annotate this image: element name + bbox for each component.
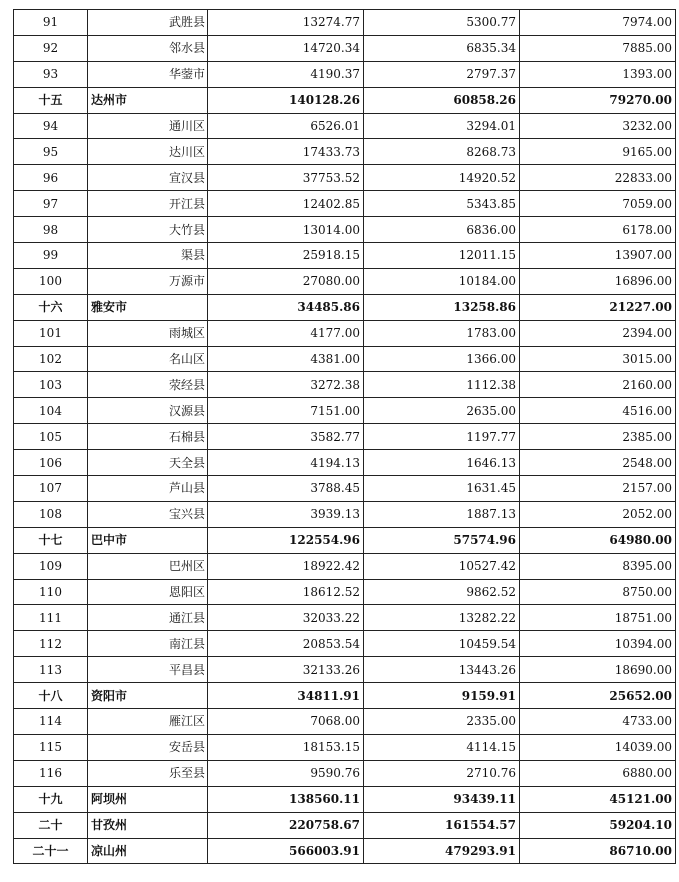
total-value: 140128.26 xyxy=(208,87,364,113)
total-value: 34811.91 xyxy=(208,683,364,709)
table-row xyxy=(14,165,676,191)
region-name: 平昌县 xyxy=(88,657,208,683)
column-b-value: 3232.00 xyxy=(520,113,676,139)
subtotal-row xyxy=(14,683,676,709)
row-number: 二十 xyxy=(14,812,88,838)
table-row xyxy=(14,243,676,269)
table-body xyxy=(14,10,676,864)
region-name: 石棉县 xyxy=(88,424,208,450)
total-value: 3788.45 xyxy=(208,476,364,502)
column-a-value: 4114.15 xyxy=(364,734,520,760)
row-number: 93 xyxy=(14,61,88,87)
region-name: 雁江区 xyxy=(88,709,208,735)
table-row xyxy=(14,553,676,579)
column-a-value: 13258.86 xyxy=(364,294,520,320)
subtotal-row xyxy=(14,786,676,812)
row-number: 十五 xyxy=(14,87,88,113)
column-a-value: 8268.73 xyxy=(364,139,520,165)
column-a-value: 1366.00 xyxy=(364,346,520,372)
table-row xyxy=(14,657,676,683)
table-row xyxy=(14,709,676,735)
region-name: 阿坝州 xyxy=(88,786,208,812)
total-value: 12402.85 xyxy=(208,191,364,217)
column-b-value: 6178.00 xyxy=(520,217,676,243)
table-row xyxy=(14,501,676,527)
row-number: 109 xyxy=(14,553,88,579)
total-value: 4190.37 xyxy=(208,61,364,87)
column-b-value: 2157.00 xyxy=(520,476,676,502)
total-value: 18153.15 xyxy=(208,734,364,760)
row-number: 十六 xyxy=(14,294,88,320)
table-row xyxy=(14,579,676,605)
row-number: 113 xyxy=(14,657,88,683)
region-name: 大竹县 xyxy=(88,217,208,243)
row-number: 114 xyxy=(14,709,88,735)
column-a-value: 60858.26 xyxy=(364,87,520,113)
total-value: 14720.34 xyxy=(208,35,364,61)
column-a-value: 3294.01 xyxy=(364,113,520,139)
column-a-value: 93439.11 xyxy=(364,786,520,812)
table-row xyxy=(14,191,676,217)
column-b-value: 45121.00 xyxy=(520,786,676,812)
total-value: 7068.00 xyxy=(208,709,364,735)
column-a-value: 2710.76 xyxy=(364,760,520,786)
total-value: 13014.00 xyxy=(208,217,364,243)
total-value: 122554.96 xyxy=(208,527,364,553)
region-name: 华蓥市 xyxy=(88,61,208,87)
column-a-value: 1646.13 xyxy=(364,450,520,476)
table-row xyxy=(14,760,676,786)
row-number: 95 xyxy=(14,139,88,165)
total-value: 25918.15 xyxy=(208,243,364,269)
column-b-value: 13907.00 xyxy=(520,243,676,269)
column-b-value: 10394.00 xyxy=(520,631,676,657)
table-row xyxy=(14,734,676,760)
total-value: 3272.38 xyxy=(208,372,364,398)
table-row xyxy=(14,61,676,87)
total-value: 7151.00 xyxy=(208,398,364,424)
row-number: 103 xyxy=(14,372,88,398)
column-b-value: 7974.00 xyxy=(520,10,676,36)
column-a-value: 9862.52 xyxy=(364,579,520,605)
row-number: 111 xyxy=(14,605,88,631)
subtotal-row xyxy=(14,527,676,553)
region-name: 恩阳区 xyxy=(88,579,208,605)
region-name: 芦山县 xyxy=(88,476,208,502)
region-name: 渠县 xyxy=(88,243,208,269)
column-a-value: 9159.91 xyxy=(364,683,520,709)
table-row xyxy=(14,476,676,502)
table-row xyxy=(14,631,676,657)
row-number: 110 xyxy=(14,579,88,605)
row-number: 108 xyxy=(14,501,88,527)
region-name: 安岳县 xyxy=(88,734,208,760)
region-name: 巴中市 xyxy=(88,527,208,553)
total-value: 32033.22 xyxy=(208,605,364,631)
column-b-value: 6880.00 xyxy=(520,760,676,786)
row-number: 97 xyxy=(14,191,88,217)
region-name: 雨城区 xyxy=(88,320,208,346)
total-value: 37753.52 xyxy=(208,165,364,191)
total-value: 566003.91 xyxy=(208,838,364,864)
total-value: 4177.00 xyxy=(208,320,364,346)
table-row xyxy=(14,320,676,346)
subtotal-row xyxy=(14,812,676,838)
region-name: 天全县 xyxy=(88,450,208,476)
column-a-value: 14920.52 xyxy=(364,165,520,191)
column-b-value: 1393.00 xyxy=(520,61,676,87)
total-value: 4381.00 xyxy=(208,346,364,372)
column-b-value: 2548.00 xyxy=(520,450,676,476)
total-value: 9590.76 xyxy=(208,760,364,786)
region-name: 汉源县 xyxy=(88,398,208,424)
total-value: 34485.86 xyxy=(208,294,364,320)
column-b-value: 2052.00 xyxy=(520,501,676,527)
row-number: 100 xyxy=(14,268,88,294)
region-name: 通川区 xyxy=(88,113,208,139)
total-value: 6526.01 xyxy=(208,113,364,139)
row-number: 107 xyxy=(14,476,88,502)
row-number: 94 xyxy=(14,113,88,139)
region-name: 甘孜州 xyxy=(88,812,208,838)
allocation-table xyxy=(13,9,676,864)
column-b-value: 22833.00 xyxy=(520,165,676,191)
column-b-value: 59204.10 xyxy=(520,812,676,838)
column-a-value: 161554.57 xyxy=(364,812,520,838)
region-name: 通江县 xyxy=(88,605,208,631)
region-name: 荥经县 xyxy=(88,372,208,398)
column-a-value: 1631.45 xyxy=(364,476,520,502)
total-value: 4194.13 xyxy=(208,450,364,476)
column-a-value: 1887.13 xyxy=(364,501,520,527)
column-a-value: 12011.15 xyxy=(364,243,520,269)
table-row xyxy=(14,605,676,631)
total-value: 18922.42 xyxy=(208,553,364,579)
row-number: 二十一 xyxy=(14,838,88,864)
column-a-value: 1197.77 xyxy=(364,424,520,450)
total-value: 32133.26 xyxy=(208,657,364,683)
table-row xyxy=(14,35,676,61)
region-name: 乐至县 xyxy=(88,760,208,786)
column-b-value: 79270.00 xyxy=(520,87,676,113)
column-a-value: 10184.00 xyxy=(364,268,520,294)
column-b-value: 4733.00 xyxy=(520,709,676,735)
region-name: 宣汉县 xyxy=(88,165,208,191)
region-name: 凉山州 xyxy=(88,838,208,864)
column-b-value: 7885.00 xyxy=(520,35,676,61)
column-a-value: 2635.00 xyxy=(364,398,520,424)
row-number: 116 xyxy=(14,760,88,786)
column-b-value: 3015.00 xyxy=(520,346,676,372)
total-value: 13274.77 xyxy=(208,10,364,36)
total-value: 3582.77 xyxy=(208,424,364,450)
row-number: 十九 xyxy=(14,786,88,812)
row-number: 104 xyxy=(14,398,88,424)
column-b-value: 14039.00 xyxy=(520,734,676,760)
subtotal-row xyxy=(14,87,676,113)
row-number: 十七 xyxy=(14,527,88,553)
subtotal-row xyxy=(14,294,676,320)
column-b-value: 4516.00 xyxy=(520,398,676,424)
region-name: 雅安市 xyxy=(88,294,208,320)
column-a-value: 10527.42 xyxy=(364,553,520,579)
column-b-value: 9165.00 xyxy=(520,139,676,165)
row-number: 105 xyxy=(14,424,88,450)
region-name: 宝兴县 xyxy=(88,501,208,527)
column-b-value: 18690.00 xyxy=(520,657,676,683)
table-row xyxy=(14,268,676,294)
row-number: 99 xyxy=(14,243,88,269)
column-a-value: 13443.26 xyxy=(364,657,520,683)
row-number: 102 xyxy=(14,346,88,372)
row-number: 98 xyxy=(14,217,88,243)
column-a-value: 10459.54 xyxy=(364,631,520,657)
region-name: 资阳市 xyxy=(88,683,208,709)
region-name: 开江县 xyxy=(88,191,208,217)
row-number: 十八 xyxy=(14,683,88,709)
table-row xyxy=(14,139,676,165)
row-number: 96 xyxy=(14,165,88,191)
column-b-value: 2394.00 xyxy=(520,320,676,346)
row-number: 92 xyxy=(14,35,88,61)
total-value: 17433.73 xyxy=(208,139,364,165)
column-a-value: 13282.22 xyxy=(364,605,520,631)
region-name: 巴州区 xyxy=(88,553,208,579)
row-number: 106 xyxy=(14,450,88,476)
column-a-value: 6836.00 xyxy=(364,217,520,243)
region-name: 达州市 xyxy=(88,87,208,113)
region-name: 邻水县 xyxy=(88,35,208,61)
column-a-value: 2797.37 xyxy=(364,61,520,87)
table-row xyxy=(14,372,676,398)
column-b-value: 2385.00 xyxy=(520,424,676,450)
row-number: 115 xyxy=(14,734,88,760)
table-row xyxy=(14,113,676,139)
row-number: 112 xyxy=(14,631,88,657)
table-row xyxy=(14,424,676,450)
region-name: 达川区 xyxy=(88,139,208,165)
column-b-value: 16896.00 xyxy=(520,268,676,294)
table-row xyxy=(14,450,676,476)
column-b-value: 18751.00 xyxy=(520,605,676,631)
row-number: 101 xyxy=(14,320,88,346)
column-a-value: 6835.34 xyxy=(364,35,520,61)
region-name: 名山区 xyxy=(88,346,208,372)
table-row xyxy=(14,217,676,243)
column-a-value: 479293.91 xyxy=(364,838,520,864)
table-row xyxy=(14,10,676,36)
total-value: 18612.52 xyxy=(208,579,364,605)
column-a-value: 2335.00 xyxy=(364,709,520,735)
column-b-value: 7059.00 xyxy=(520,191,676,217)
total-value: 20853.54 xyxy=(208,631,364,657)
total-value: 138560.11 xyxy=(208,786,364,812)
subtotal-row xyxy=(14,838,676,864)
region-name: 南江县 xyxy=(88,631,208,657)
column-a-value: 1783.00 xyxy=(364,320,520,346)
table-row xyxy=(14,398,676,424)
column-a-value: 5300.77 xyxy=(364,10,520,36)
column-b-value: 25652.00 xyxy=(520,683,676,709)
column-a-value: 57574.96 xyxy=(364,527,520,553)
total-value: 27080.00 xyxy=(208,268,364,294)
total-value: 3939.13 xyxy=(208,501,364,527)
column-b-value: 8395.00 xyxy=(520,553,676,579)
total-value: 220758.67 xyxy=(208,812,364,838)
column-b-value: 86710.00 xyxy=(520,838,676,864)
row-number: 91 xyxy=(14,10,88,36)
column-b-value: 64980.00 xyxy=(520,527,676,553)
region-name: 武胜县 xyxy=(88,10,208,36)
column-b-value: 2160.00 xyxy=(520,372,676,398)
column-b-value: 8750.00 xyxy=(520,579,676,605)
column-a-value: 5343.85 xyxy=(364,191,520,217)
table-row xyxy=(14,346,676,372)
column-b-value: 21227.00 xyxy=(520,294,676,320)
column-a-value: 1112.38 xyxy=(364,372,520,398)
region-name: 万源市 xyxy=(88,268,208,294)
